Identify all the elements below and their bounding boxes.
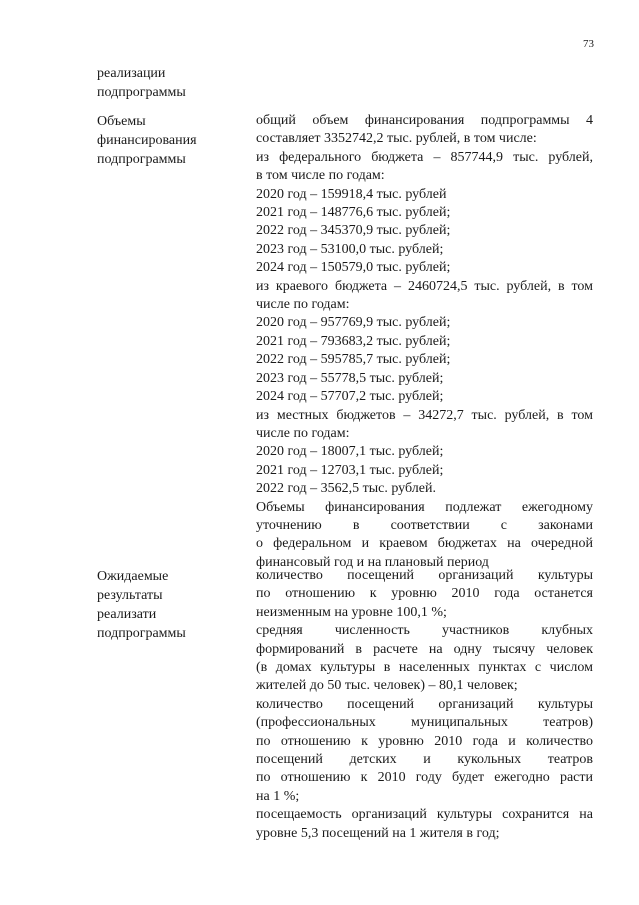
label-line: подпрограммы xyxy=(97,152,186,167)
label-line: подпрограммы xyxy=(97,626,186,641)
text-line: 2023 год – 55778,5 тыс. рублей; xyxy=(256,370,444,386)
label-line: реализати xyxy=(97,607,157,622)
continued-label xyxy=(97,64,247,102)
text-line: 2020 год – 18007,1 тыс. рублей; xyxy=(256,444,444,460)
label-line: Объемы xyxy=(97,114,146,129)
text-line: по отношению к 2010 году будет ежегодно расти xyxy=(256,770,593,786)
text-line: неизменным на уровне 100,1 %; xyxy=(256,604,447,620)
text-line: формирований в расчете на одну тысячу человек xyxy=(256,641,593,657)
text-line: составляет 3352742,2 тыс. рублей, в том числе: xyxy=(256,131,537,147)
text-line: жителей до 50 тыс. человек) – 80,1 человек; xyxy=(256,678,518,694)
label-line: Ожидаемые xyxy=(97,569,169,584)
text-line: числе по годам: xyxy=(256,297,350,313)
text-line: (профессиональных муниципальных театров) xyxy=(256,715,593,731)
text-line: (в домах культуры в населенных пунктах с числом xyxy=(256,660,593,676)
text-line: по отношению к уровню 2010 года останется xyxy=(256,586,593,602)
label-line: результаты xyxy=(97,588,163,603)
text-line: 2020 год – 159918,4 тыс. рублей xyxy=(256,186,447,202)
page-number: 73 xyxy=(583,38,594,50)
text-line: 2024 год – 150579,0 тыс. рублей; xyxy=(256,260,451,276)
text-line: посещаемость организаций культуры сохранится на xyxy=(256,807,593,823)
text-line: числе по годам: xyxy=(256,425,350,441)
text-line: количество посещений организаций культуры xyxy=(256,568,593,583)
text-line: в том числе по годам: xyxy=(256,168,385,184)
text-line: 2022 год – 345370,9 тыс. рублей; xyxy=(256,223,451,239)
text-line: посещений детских и кукольных театров xyxy=(256,752,593,768)
text-line: 2020 год – 957769,9 тыс. рублей; xyxy=(256,315,451,331)
text-line: Объемы финансирования подлежат ежегодному xyxy=(256,499,593,515)
text-line: 2023 год – 53100,0 тыс. рублей; xyxy=(256,241,444,257)
financing-content xyxy=(256,112,593,572)
text-line: количество посещений организаций культуры xyxy=(256,696,593,712)
text-line: 2021 год – 148776,6 тыс. рублей; xyxy=(256,205,451,221)
text-line: общий объем финансирования подпрограммы 4 xyxy=(256,113,593,128)
text-line: средняя численность участников клубных xyxy=(256,623,593,639)
text-line: 2024 год – 57707,2 тыс. рублей; xyxy=(256,389,444,405)
results-label xyxy=(97,567,247,643)
text-line: уровне 5,3 посещений на 1 жителя в год; xyxy=(256,825,500,841)
text-line: финансовый год и на плановый период xyxy=(256,554,489,570)
text-line: из краевого бюджета – 2460724,5 тыс. рублей, в том xyxy=(256,278,593,294)
text-line: 2022 год – 3562,5 тыс. рублей. xyxy=(256,481,436,497)
text-line: о федеральном и краевом бюджетах на очередной xyxy=(256,536,593,552)
text-line: по отношению к уровню 2010 года и количество xyxy=(256,733,593,749)
text-line: на 1 %; xyxy=(256,788,300,804)
text-line: уточнению в соответствии с законами xyxy=(256,517,593,533)
financing-label xyxy=(97,112,247,169)
text-line: 2021 год – 12703,1 тыс. рублей; xyxy=(256,462,444,478)
label-line: подпрограммы xyxy=(97,85,186,100)
label-line: реализации xyxy=(97,66,166,81)
label-line: финансирования xyxy=(97,133,197,148)
text-line: 2022 год – 595785,7 тыс. рублей; xyxy=(256,352,451,368)
text-line: из местных бюджетов – 34272,7 тыс. рублей, в том xyxy=(256,407,593,423)
results-content xyxy=(256,567,593,843)
text-line: из федерального бюджета – 857744,9 тыс. рублей, xyxy=(256,149,593,165)
text-line: 2021 год – 793683,2 тыс. рублей; xyxy=(256,333,451,349)
